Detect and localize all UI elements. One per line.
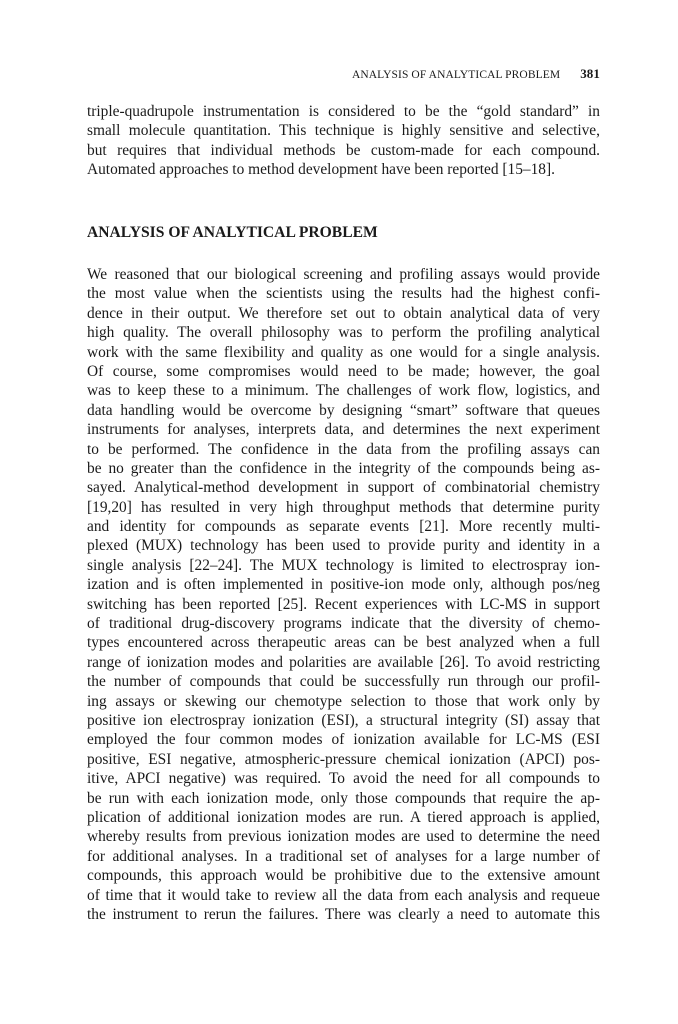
text-line: of traditional drug-discovery programs indicate that the diversity of chemo-: [87, 615, 600, 633]
text-line: single analysis [22–24]. The MUX technology is limited to electrospray ion-: [87, 556, 600, 574]
text-line: high quality. The overall philosophy was to perform the profiling analytical: [87, 324, 600, 342]
body-paragraph-continued: [87, 102, 600, 180]
text-line: positive ion electrospray ionization (ESI), a structural integrity (SI) assay that: [87, 711, 600, 729]
text-line: plication of additional ionization modes are run. A tiered approach is applied,: [87, 808, 600, 826]
text-line: and identity for compounds as separate events [21]. More recently multi-: [87, 518, 600, 536]
text-line: compounds, this approach would be prohibitive due to the extensive amount: [87, 867, 600, 885]
text-line: data handling would be overcome by designing “smart” software that queues: [87, 401, 600, 419]
page-number: 381: [580, 66, 600, 81]
text-line: Of course, some compromises would need to be made; however, the goal: [87, 362, 600, 380]
text-line: to be performed. The confidence in the data from the profiling assays can: [87, 440, 600, 458]
text-line: dence in their output. We therefore set out to obtain analytical data of very: [87, 304, 600, 322]
text-line: the number of compounds that could be successfully run through our profil-: [87, 673, 600, 691]
text-line: switching has been reported [25]. Recent experiences with LC-MS in support: [87, 595, 600, 613]
section-heading: ANALYSIS OF ANALYTICAL PROBLEM: [87, 224, 378, 241]
text-line: for additional analyses. In a traditional set of analyses for a large number of: [87, 847, 600, 865]
text-line: the instrument to rerun the failures. There was clearly a need to automate this: [87, 905, 600, 923]
text-line: ing assays or skewing our chemotype selection to those that work only by: [87, 692, 600, 710]
text-line: triple-quadrupole instrumentation is considered to be the “gold standard” in: [87, 103, 600, 120]
text-line: range of ionization modes and polarities are available [26]. To avoid restricting: [87, 653, 600, 671]
text-line: sayed. Analytical-method development in support of combinatorial chemistry: [87, 479, 600, 497]
text-line: was to keep these to a minimum. The challenges of work flow, logistics, and: [87, 382, 600, 400]
text-line: be no greater than the confidence in the integrity of the compounds being as-: [87, 459, 600, 477]
text-line: itive, APCI negative) was required. To avoid the need for all compounds to: [87, 770, 600, 788]
text-line: [19,20] has resulted in very high throughput methods that determine purity: [87, 498, 600, 516]
running-head-title: ANALYSIS OF ANALYTICAL PROBLEM: [351, 69, 561, 81]
text-line: work with the same flexibility and quality as one would for a single analysis.: [87, 343, 600, 361]
text-line: Automated approaches to method development have been reported [15–18].: [87, 161, 555, 179]
text-line: small molecule quantitation. This technique is highly sensitive and selective,: [87, 122, 600, 140]
text-line: but requires that individual methods be custom-made for each compound.: [87, 141, 600, 159]
text-line: whereby results from previous ionization modes are used to determine the need: [87, 828, 600, 846]
running-head: [352, 66, 600, 82]
text-line: the most value when the scientists using the results had the highest confi-: [87, 285, 600, 303]
text-line: of time that it would take to review all the data from each analysis and requeue: [87, 886, 600, 904]
text-line: positive, ESI negative, atmospheric-pressure chemical ionization (APCI) pos-: [87, 750, 600, 768]
body-paragraph: [87, 265, 600, 924]
text-line: types encountered across therapeutic areas can be best analyzed when a full: [87, 634, 600, 652]
text-line: ization and is often implemented in positive-ion mode only, although pos/neg: [87, 576, 600, 594]
text-line: instruments for analyses, interprets data, and determines the next experiment: [87, 421, 600, 439]
text-line: employed the four common modes of ionization available for LC-MS (ESI: [87, 731, 600, 749]
text-line: We reasoned that our biological screening and profiling assays would provide: [87, 266, 600, 283]
text-line: plexed (MUX) technology has been used to provide purity and identity in a: [87, 537, 600, 555]
text-line: be run with each ionization mode, only those compounds that require the ap-: [87, 789, 600, 807]
